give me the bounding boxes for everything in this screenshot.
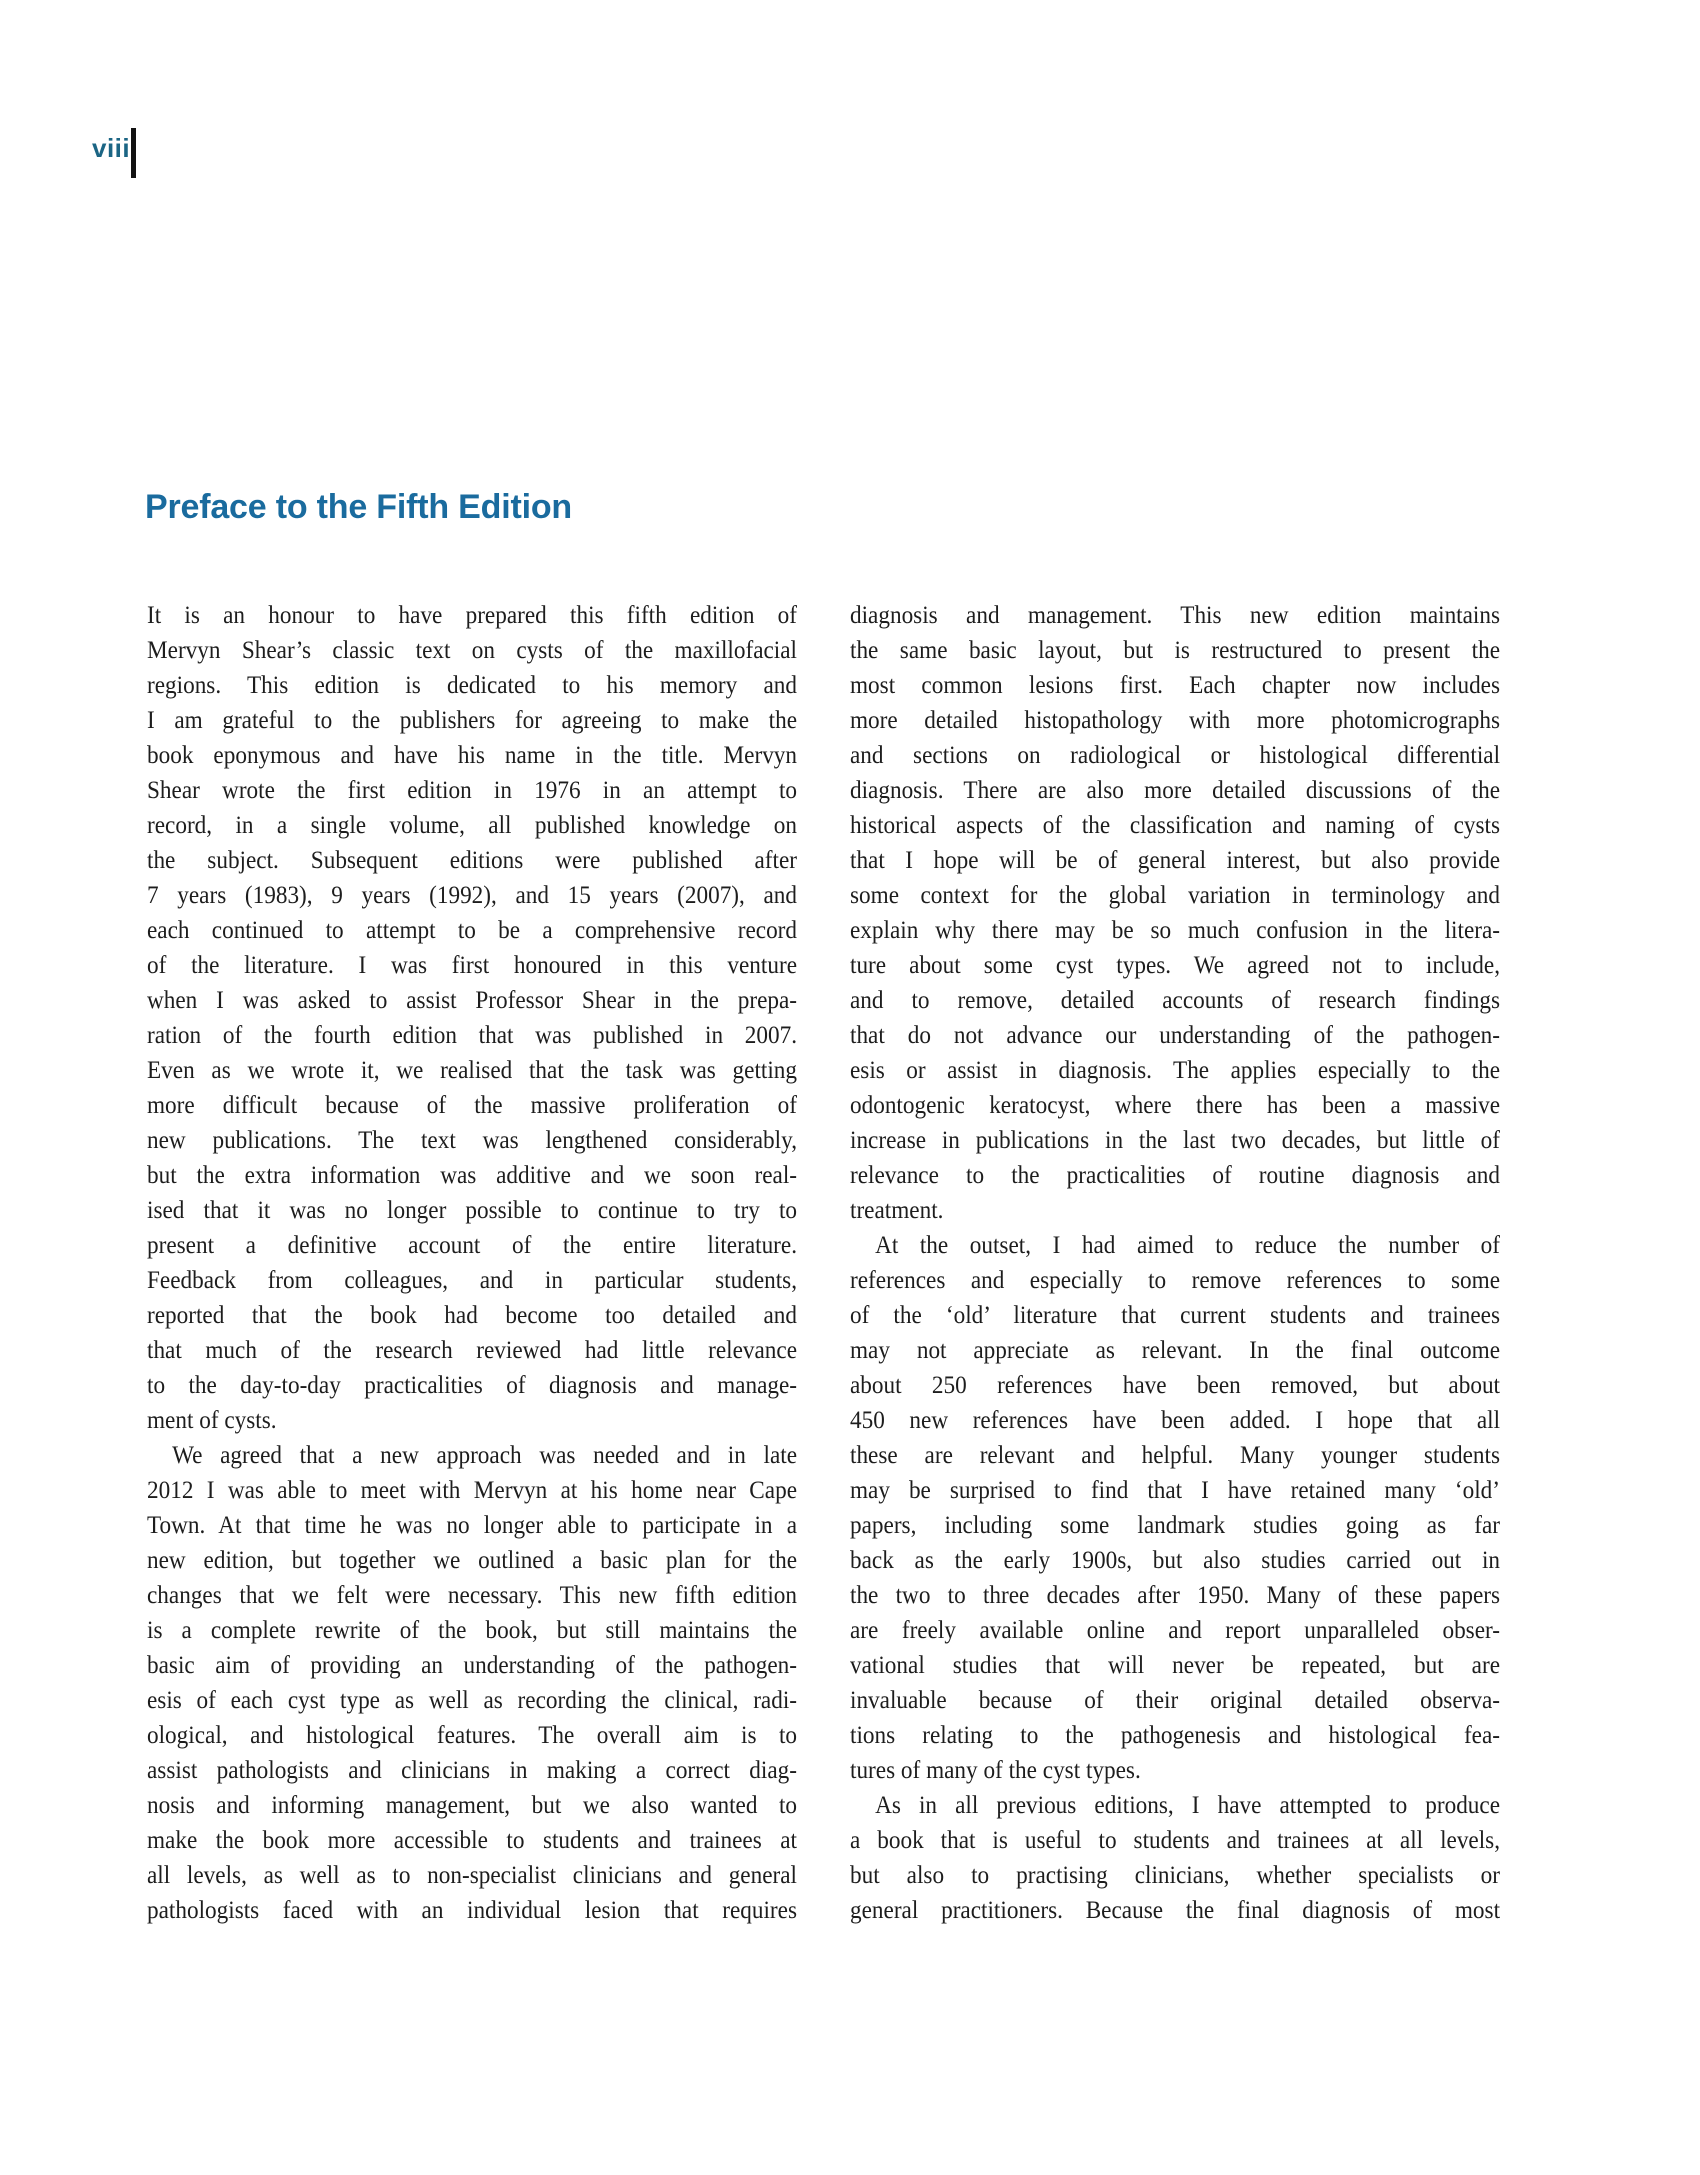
text-line: these are relevant and helpful. Many younger students [850,1442,1501,1469]
text-line: ture about some cyst types. We agreed not to include, [850,952,1501,979]
text-line: that I hope will be of general interest, but also provide [850,847,1501,874]
text-line: more detailed histopathology with more photomicrographs [850,707,1501,734]
text-line: vational studies that will never be repeated, but are [850,1652,1501,1679]
text-line: is a complete rewrite of the book, but still maintains the [147,1617,798,1644]
text-line: Town. At that time he was no longer able to participate in a [147,1512,798,1539]
text-line: We agreed that a new approach was needed and in late [172,1442,798,1469]
text-line: odontogenic keratocyst, where there has been a massive [850,1092,1501,1119]
text-line: some context for the global variation in terminology and [850,882,1501,909]
text-line: diagnosis. There are also more detailed discussions of the [850,777,1501,804]
page-number: viii [92,133,131,163]
text-line: esis of each cyst type as well as recording the clinical, radi- [147,1687,798,1714]
text-column-left [147,598,797,1928]
text-line: papers, including some landmark studies going as far [850,1512,1501,1539]
text-line: new edition, but together we outlined a basic plan for the [147,1547,798,1574]
text-line: may not appreciate as relevant. In the final outcome [850,1337,1501,1364]
text-line: regions. This edition is dedicated to his memory and [147,672,798,699]
text-line: 7 years (1983), 9 years (1992), and 15 years (2007), and [147,882,798,909]
text-line: reported that the book had become too detailed and [147,1302,798,1329]
folio-divider [131,128,136,178]
text-line: ological, and histological features. The overall aim is to [147,1722,798,1749]
text-line: As in all previous editions, I have attempted to produce [875,1792,1501,1819]
text-line: At the outset, I had aimed to reduce the number of [875,1232,1501,1259]
text-line: 450 new references have been added. I hope that all [850,1407,1501,1434]
text-line: 2012 I was able to meet with Mervyn at his home near Cape [147,1477,798,1504]
text-line: changes that we felt were necessary. This new fifth edition [147,1582,798,1609]
text-line: assist pathologists and clinicians in making a correct diag- [147,1757,798,1784]
text-line: esis or assist in diagnosis. The applies especially to the [850,1057,1501,1084]
text-line: tures of many of the cyst types. [850,1757,1141,1784]
text-line: basic aim of providing an understanding of the pathogen- [147,1652,798,1679]
text-line: of the ‘old’ literature that current students and trainees [850,1302,1501,1329]
text-line: that much of the research reviewed had little relevance [147,1337,798,1364]
text-line: make the book more accessible to students and trainees at [147,1827,798,1854]
paragraph [850,1228,1500,1788]
text-line: present a definitive account of the entire literature. [147,1232,798,1259]
text-line: ment of cysts. [147,1407,277,1434]
text-line: historical aspects of the classification and naming of cysts [850,812,1501,839]
text-line: nosis and informing management, but we also wanted to [147,1792,798,1819]
paragraph [147,598,797,1438]
text-line: and to remove, detailed accounts of research findings [850,987,1501,1014]
text-line: Mervyn Shear’s classic text on cysts of the maxillofacial [147,637,798,664]
text-line: but the extra information was additive and we soon real- [147,1162,798,1189]
text-line: general practitioners. Because the final diagnosis of most [850,1897,1501,1924]
text-line: Shear wrote the first edition in 1976 in an attempt to [147,777,798,804]
text-line: more difficult because of the massive proliferation of [147,1092,798,1119]
text-line: a book that is useful to students and trainees at all levels, [850,1827,1501,1854]
text-line: of the literature. I was first honoured in this venture [147,952,798,979]
text-line: pathologists faced with an individual lesion that requires [147,1897,798,1924]
text-line: I am grateful to the publishers for agreeing to make the [147,707,798,734]
paragraph [850,598,1500,1228]
text-line: about 250 references have been removed, but about [850,1372,1501,1399]
text-line: relevance to the practicalities of routine diagnosis and [850,1162,1501,1189]
text-line: each continued to attempt to be a comprehensive record [147,917,798,944]
text-line: ised that it was no longer possible to continue to try to [147,1197,798,1224]
text-line: ration of the fourth edition that was published in 2007. [147,1022,798,1049]
text-line: when I was asked to assist Professor Shear in the prepa- [147,987,798,1014]
text-line: may be surprised to find that I have retained many ‘old’ [850,1477,1501,1504]
text-line: invaluable because of their original detailed observa- [850,1687,1501,1714]
text-line: the same basic layout, but is restructured to present the [850,637,1501,664]
text-line: that do not advance our understanding of the pathogen- [850,1022,1501,1049]
text-line: all levels, as well as to non-specialist clinicians and general [147,1862,798,1889]
text-line: back as the early 1900s, but also studies carried out in [850,1547,1501,1574]
text-line: It is an honour to have prepared this fifth edition of [147,602,798,629]
paragraph [850,1788,1500,1928]
text-line: increase in publications in the last two decades, but little of [850,1127,1501,1154]
text-line: tions relating to the pathogenesis and histological fea- [850,1722,1501,1749]
text-line: Even as we wrote it, we realised that the task was getting [147,1057,798,1084]
text-line: the two to three decades after 1950. Many of these papers [850,1582,1501,1609]
text-line: and sections on radiological or histological differential [850,742,1501,769]
text-line: to the day-to-day practicalities of diagnosis and manage- [147,1372,798,1399]
text-line: new publications. The text was lengthened considerably, [147,1127,798,1154]
text-line: the subject. Subsequent editions were published after [147,847,798,874]
text-line: book eponymous and have his name in the title. Mervyn [147,742,798,769]
text-line: Feedback from colleagues, and in particular students, [147,1267,798,1294]
text-line: but also to practising clinicians, whether specialists or [850,1862,1501,1889]
text-line: are freely available online and report unparalleled obser- [850,1617,1501,1644]
text-line: treatment. [850,1197,944,1224]
text-line: record, in a single volume, all published knowledge on [147,812,798,839]
paragraph [147,1438,797,1928]
text-line: diagnosis and management. This new edition maintains [850,602,1501,629]
text-line: most common lesions first. Each chapter now includes [850,672,1501,699]
text-column-right [850,598,1500,1928]
text-line: references and especially to remove references to some [850,1267,1501,1294]
page-title: Preface to the Fifth Edition [145,488,572,526]
text-line: explain why there may be so much confusion in the litera- [850,917,1501,944]
